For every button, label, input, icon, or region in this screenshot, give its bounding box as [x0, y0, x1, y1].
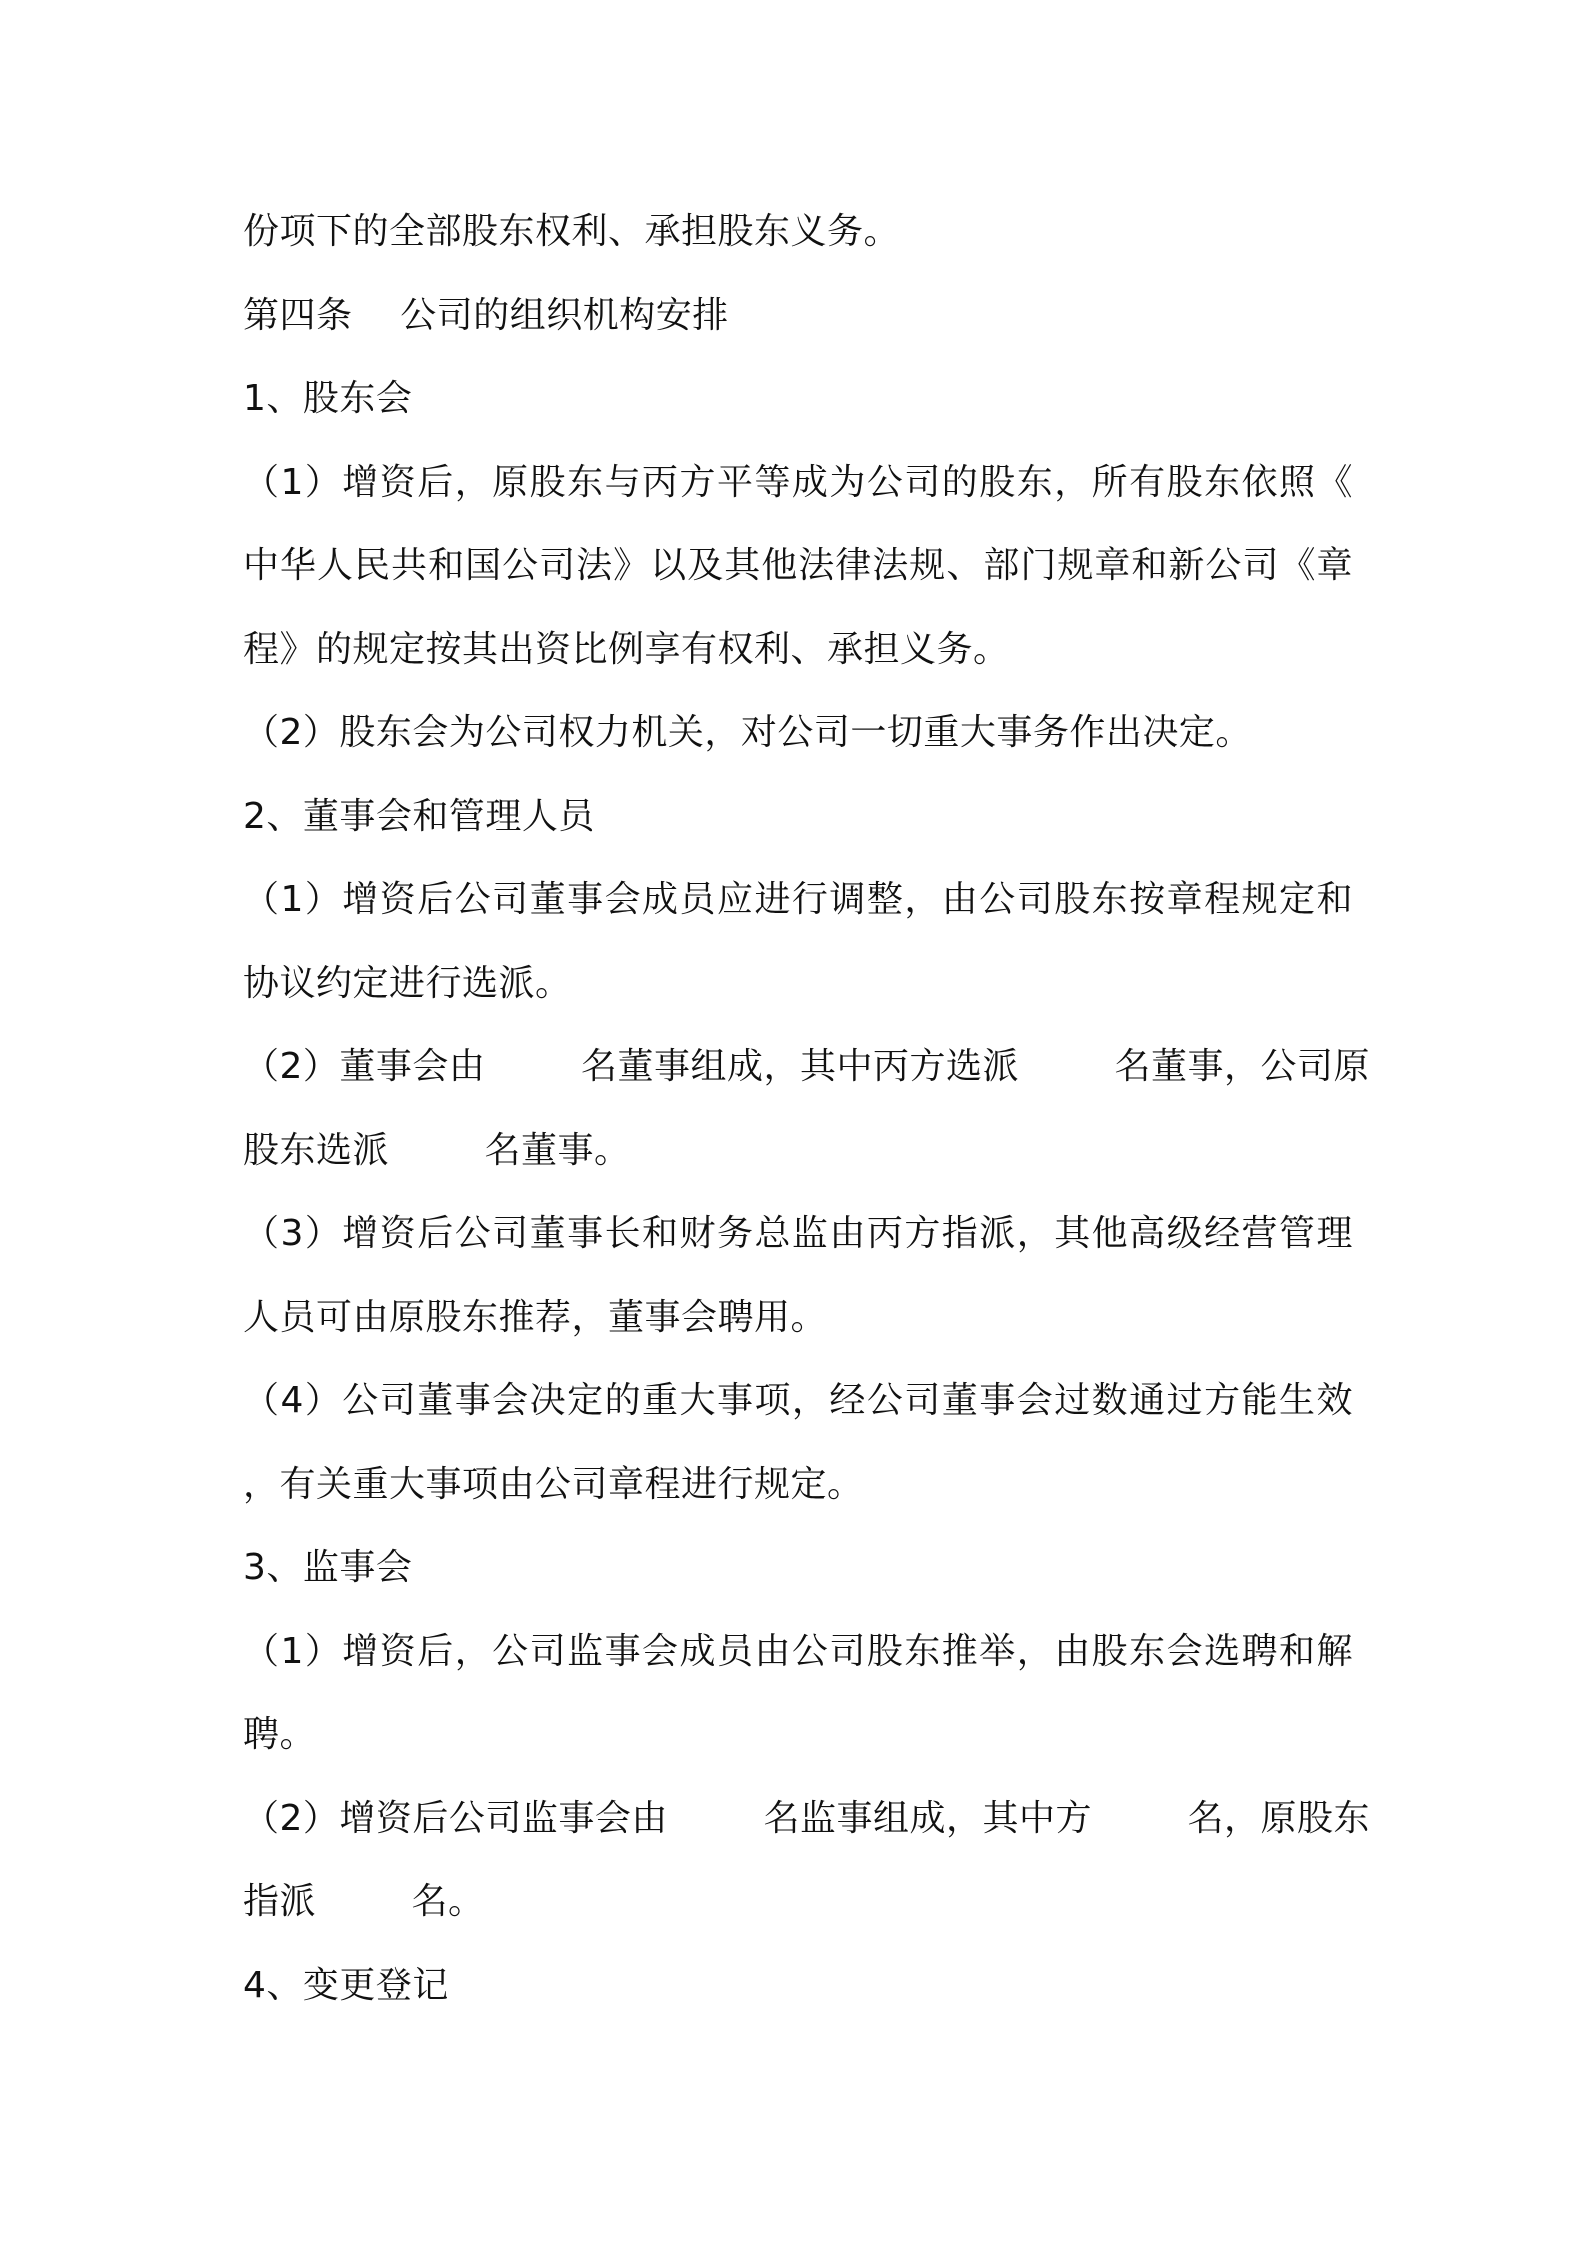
text-line: （1）增资后公司董事会成员应进行调整，由公司股东按章程规定和 — [243, 879, 1353, 920]
text-line: 股东选派 名董事。 — [243, 1129, 631, 1171]
section-heading-shareholders-meeting: 1、股东会 — [243, 378, 413, 419]
text-line: （2）股东会为公司权力机关，对公司一切重大事务作出决定。 — [243, 712, 1252, 753]
text-line: 协议约定进行选派。 — [243, 962, 572, 1004]
text-line: （1）增资后，原股东与丙方平等成为公司的股东，所有股东依照《 — [243, 461, 1353, 503]
section-heading-registration: 4、变更登记 — [243, 1964, 449, 2006]
section-heading-supervisors: 3、监事会 — [243, 1547, 413, 1588]
document-body — [243, 190, 1370, 2027]
text-line: （1）增资后，公司监事会成员由公司股东推举，由股东会选聘和解 — [243, 1630, 1353, 1672]
text-line: （2）董事会由 名董事组成，其中丙方选派 名董事，公司原 — [243, 1046, 1370, 1087]
text-line: ，有关重大事项由公司章程进行规定。 — [243, 1463, 864, 1505]
text-line: 中华人民共和国公司法》以及其他法律法规、部门规章和新公司《章 — [243, 545, 1353, 586]
text-line: 指派 名。 — [243, 1881, 485, 1922]
text-line: （3）增资后公司董事长和财务总监由丙方指派，其他高级经营管理 — [243, 1213, 1353, 1254]
article-heading: 第四条 公司的组织机构安排 — [243, 294, 729, 336]
text-line: （4）公司董事会决定的重大事项，经公司董事会过数通过方能生效 — [243, 1380, 1353, 1421]
text-line: （2）增资后公司监事会由 名监事组成，其中方 名，原股东 — [243, 1797, 1370, 1839]
text-line: 程》的规定按其出资比例享有权利、承担义务。 — [243, 628, 1010, 670]
text-line: 人员可由原股东推荐，董事会聘用。 — [243, 1296, 828, 1338]
section-heading-board: 2、董事会和管理人员 — [243, 795, 595, 837]
text-line: 聘。 — [243, 1714, 317, 1755]
text-line: 份项下的全部股东权利、承担股东义务。 — [243, 211, 901, 252]
